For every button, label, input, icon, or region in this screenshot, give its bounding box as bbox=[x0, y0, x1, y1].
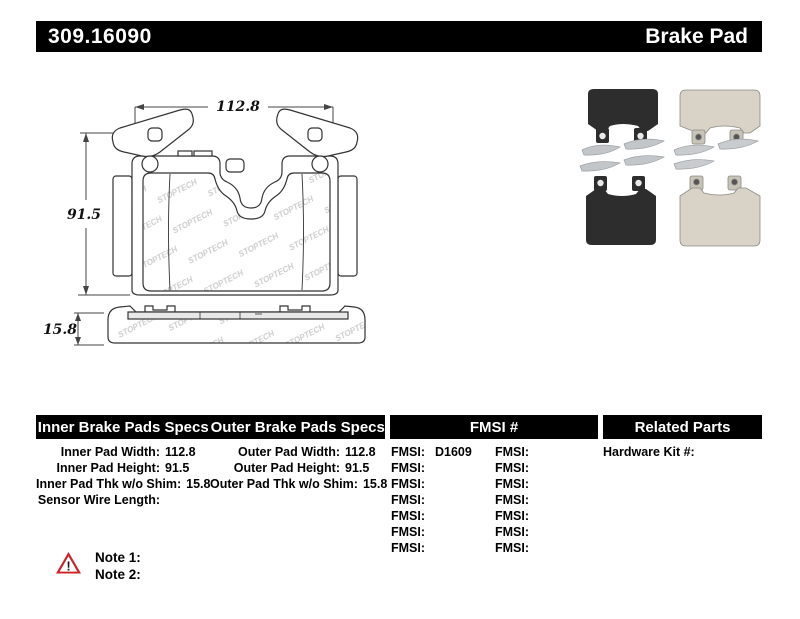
spec-value: 15.8 bbox=[186, 477, 211, 491]
related-label: Hardware Kit #: bbox=[603, 445, 695, 459]
photo-pad-black-bottom bbox=[586, 176, 656, 245]
fmsi-label: FMSI: bbox=[495, 445, 530, 459]
spec-row bbox=[36, 492, 205, 508]
fmsi-row bbox=[495, 540, 597, 556]
fmsi-row bbox=[391, 508, 493, 524]
notes-block bbox=[95, 549, 141, 583]
fmsi-value bbox=[535, 476, 539, 492]
fmsi-value bbox=[535, 524, 539, 540]
spec-label: Inner Pad Thk w/o Shim: bbox=[36, 477, 182, 491]
related-parts-column bbox=[603, 444, 762, 460]
spec-label: Outer Pad Height: bbox=[233, 461, 340, 475]
spec-row bbox=[36, 444, 205, 460]
related-parts-header-bar bbox=[603, 415, 762, 439]
fmsi-label: FMSI: bbox=[495, 461, 530, 475]
fmsi-label: FMSI: bbox=[391, 525, 426, 539]
fmsi-label: FMSI: bbox=[391, 541, 426, 555]
fmsi-value bbox=[431, 476, 435, 492]
fmsi-label: FMSI: bbox=[391, 461, 426, 475]
title-bar bbox=[36, 21, 762, 52]
spec-label: Sensor Wire Length: bbox=[37, 493, 160, 507]
fmsi-column-1 bbox=[391, 444, 493, 556]
pads-specs-header-bar bbox=[36, 415, 385, 439]
fmsi-row bbox=[495, 460, 597, 476]
fmsi-value bbox=[535, 444, 539, 460]
spec-label: Outer Pad Thk w/o Shim: bbox=[210, 477, 358, 491]
fmsi-value bbox=[431, 492, 435, 508]
fmsi-row bbox=[391, 492, 493, 508]
shim-clips-right bbox=[674, 139, 758, 169]
spec-row bbox=[36, 476, 211, 492]
fmsi-value bbox=[431, 508, 435, 524]
part-number: 309.16090 bbox=[48, 24, 152, 48]
fmsi-value bbox=[535, 540, 539, 556]
page-title: Brake Pad bbox=[645, 24, 748, 48]
width-dimension-label: 112.8 bbox=[216, 99, 260, 115]
outer-specs-column bbox=[210, 444, 388, 492]
spec-row bbox=[210, 460, 385, 476]
fmsi-value bbox=[431, 524, 435, 540]
related-parts-header: Related Parts bbox=[634, 418, 731, 436]
thickness-dimension-label: 15.8 bbox=[42, 322, 78, 338]
fmsi-column-2 bbox=[495, 444, 597, 556]
photo-pad-black-top bbox=[588, 89, 658, 143]
fmsi-row bbox=[495, 508, 597, 524]
fmsi-label: FMSI: bbox=[495, 525, 530, 539]
front-view-drawing bbox=[112, 109, 357, 295]
product-photo bbox=[578, 84, 768, 254]
fmsi-row bbox=[495, 524, 597, 540]
fmsi-label: FMSI: bbox=[495, 509, 530, 523]
fmsi-row bbox=[495, 476, 597, 492]
fmsi-value: D1609 bbox=[435, 445, 472, 459]
spec-value: 91.5 bbox=[345, 461, 370, 475]
photo-pad-beige-bottom bbox=[680, 176, 760, 246]
note-1: Note 1: bbox=[95, 550, 141, 565]
warning-triangle-icon bbox=[55, 551, 82, 575]
spec-row bbox=[36, 460, 205, 476]
spec-value: 91.5 bbox=[165, 461, 190, 475]
fmsi-label: FMSI: bbox=[495, 493, 530, 507]
related-row bbox=[603, 444, 762, 460]
fmsi-value bbox=[535, 460, 539, 476]
fmsi-row bbox=[391, 540, 493, 556]
side-view-drawing bbox=[108, 306, 365, 343]
shim-clips-left bbox=[580, 139, 664, 171]
fmsi-label: FMSI: bbox=[391, 445, 426, 459]
photo-pad-beige-top bbox=[680, 90, 760, 144]
spec-value: 112.8 bbox=[165, 445, 196, 459]
inner-specs-header: Inner Brake Pads Specs bbox=[37, 418, 209, 436]
outer-specs-header: Outer Brake Pads Specs bbox=[210, 418, 385, 436]
fmsi-label: FMSI: bbox=[391, 477, 426, 491]
spec-label: Inner Pad Height: bbox=[56, 461, 160, 475]
inner-specs-column bbox=[36, 444, 211, 508]
fmsi-header: FMSI # bbox=[469, 418, 519, 436]
spec-value: 15.8 bbox=[362, 477, 388, 491]
fmsi-label: FMSI: bbox=[391, 493, 426, 507]
spec-row bbox=[210, 444, 385, 460]
fmsi-row bbox=[495, 444, 597, 460]
note-2: Note 2: bbox=[95, 567, 141, 582]
fmsi-value bbox=[535, 492, 539, 508]
spec-value: 112.8 bbox=[345, 445, 376, 459]
fmsi-row bbox=[391, 444, 493, 460]
spec-label: Outer Pad Width: bbox=[238, 445, 340, 459]
fmsi-header-bar bbox=[390, 415, 598, 439]
fmsi-row bbox=[391, 460, 493, 476]
warning-exclamation: ! bbox=[66, 558, 71, 574]
thickness-dimension bbox=[74, 313, 104, 345]
fmsi-row bbox=[495, 492, 597, 508]
fmsi-label: FMSI: bbox=[495, 477, 530, 491]
spec-row bbox=[210, 476, 388, 492]
height-dimension-label: 91.5 bbox=[66, 207, 102, 223]
fmsi-value bbox=[431, 460, 435, 476]
fmsi-value bbox=[535, 508, 539, 524]
fmsi-label: FMSI: bbox=[391, 509, 426, 523]
spec-value bbox=[160, 492, 205, 508]
fmsi-label: FMSI: bbox=[495, 541, 530, 555]
technical-drawing bbox=[40, 80, 400, 380]
fmsi-row bbox=[391, 476, 493, 492]
fmsi-value bbox=[431, 540, 435, 556]
spec-label: Inner Pad Width: bbox=[60, 445, 160, 459]
fmsi-row bbox=[391, 524, 493, 540]
